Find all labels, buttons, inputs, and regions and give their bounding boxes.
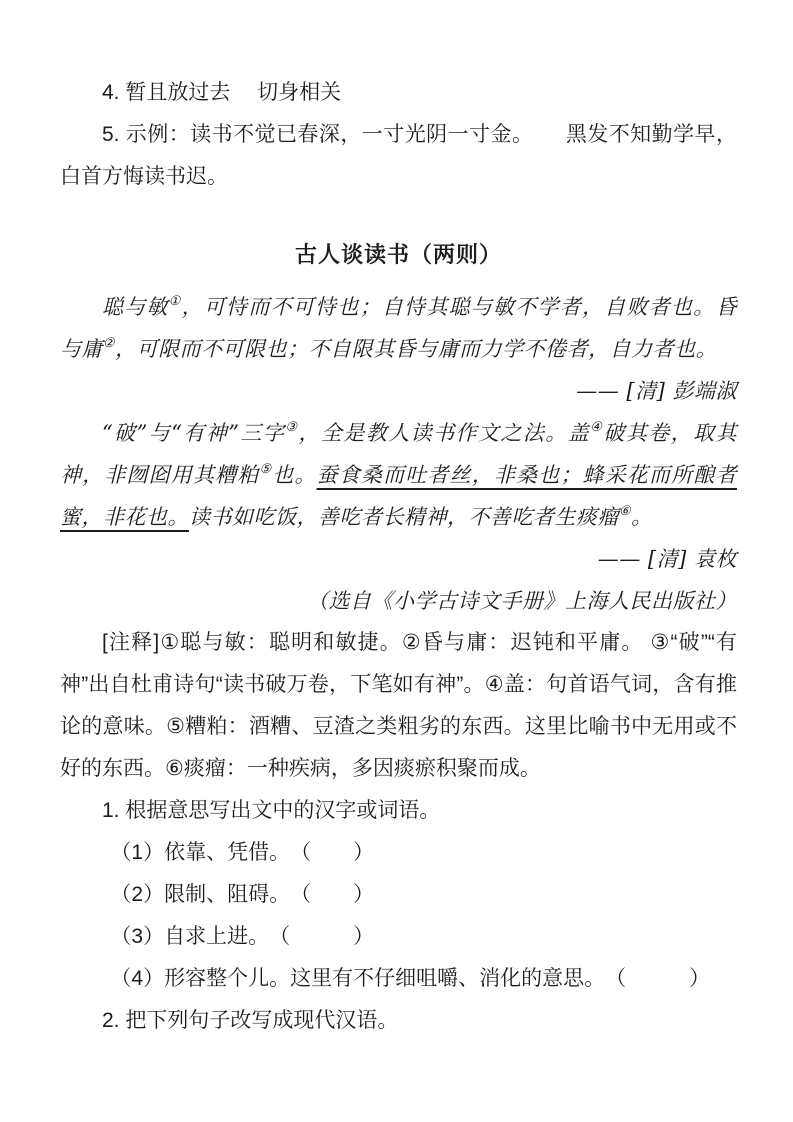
passage-1-attribution: —— [清] 彭端淑 <box>576 379 737 403</box>
footnote-ref-4: ④ <box>590 420 604 435</box>
lesson-title: 古人谈读书（两则） <box>294 242 502 267</box>
passage-1-text: 聪与敏 <box>102 295 169 319</box>
passage-2-text: “破”与“有神”三字 <box>102 421 286 445</box>
passage-2-text: 读书如吃饭，善吃者长精神，不善吃者生痰瘤 <box>189 505 619 529</box>
passage-2-text: ，全是教人读书作文之法。盖 <box>298 421 591 445</box>
answer-line-4: 4. 暂且放过去 切身相关 <box>102 81 342 104</box>
passage-2-underlined-sentence: 蚕食桑而吐者丝，非桑也；蜂采花而所酿者蜜，非花也。 <box>60 463 738 529</box>
footnote-ref-3: ③ <box>285 420 299 435</box>
passage-2-attribution: —— [清] 袁枚 <box>597 547 737 571</box>
question-1-item-2: （2）限制、阻碍。 （ ） <box>110 883 375 906</box>
notes-paragraph: [注释]①聪与敏：聪明和敏捷。②昏与庸：迟钝和平庸。 ③“破”“有神”出自杜甫诗句“读书破万卷，下笔如有神”。④盖：句首语气词，含有推论的意味。⑤糟粕：酒糟、豆渣之类粗劣的东西。这里比喻书中无用或不好的东西。⑥痰瘤：一种疾病，多因痰瘀积聚而成。 <box>60 631 737 780</box>
passage-2-text: 也。 <box>272 463 317 487</box>
source-line: （选自《小学古诗文手册》上海人民出版社） <box>307 589 737 613</box>
answer-line-5: 5. 示例：读书不觉已春深，一寸光阴一寸金。 黑发不知勤学早，白首方悔读书迟。 <box>60 123 737 188</box>
footnote-ref-1: ① <box>168 294 182 309</box>
passage-1-text: ，可限而不可限也；不自限其昏与庸而力学不倦者，自力者也。 <box>115 337 718 361</box>
passage-2-text: 。 <box>631 505 653 529</box>
passage-2-text: 破其卷，取其神，非囫囵用其糟粕 <box>60 421 738 487</box>
passage-1-text: ，可恃而不可恃也；自恃其聪与敏不学者，自败者也。昏与庸 <box>60 295 738 361</box>
footnote-ref-5: ⑤ <box>259 462 273 477</box>
question-2-label: 2. 把下列句子改写成现代汉语。 <box>102 1009 399 1032</box>
question-1-item-1: （1）依靠、凭借。 （ ） <box>110 841 375 864</box>
footnote-ref-2: ② <box>103 336 116 351</box>
passage-1 <box>60 286 737 370</box>
question-1-item-4: （4）形容整个儿。这里有不仔细咀嚼、消化的意思。 （ ） <box>110 967 711 990</box>
passage-2 <box>60 412 737 538</box>
footnote-ref-6: ⑥ <box>619 504 632 519</box>
question-1-label: 1. 根据意思写出文中的汉字或词语。 <box>102 799 441 822</box>
question-1-item-3: （3）自求上进。 （ ） <box>110 925 375 948</box>
